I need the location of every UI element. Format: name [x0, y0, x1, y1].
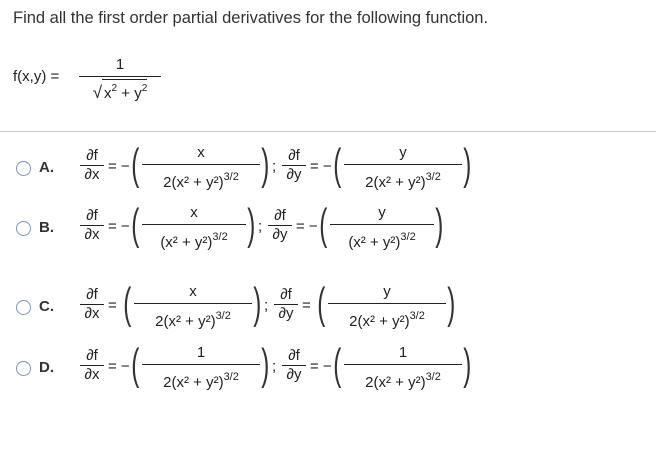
separator: ;	[272, 358, 277, 375]
function-lhs: f(x,y) =	[13, 68, 60, 85]
partial-fx-numerator: ∂f	[86, 347, 98, 364]
question-text: Find all the first order partial derivatives for the following function.	[13, 9, 489, 27]
partial-fy	[282, 348, 306, 383]
partial-fy-numerator: ∂f	[288, 347, 300, 364]
left-paren: (	[333, 140, 342, 189]
fraction-bar	[142, 224, 246, 225]
fraction-bar	[142, 364, 260, 365]
function-numerator: 1	[115, 56, 125, 73]
left-paren: (	[123, 279, 132, 328]
partial-fx-denominator: ∂x	[84, 305, 100, 322]
equals-sign: =	[108, 297, 117, 314]
left-paren: (	[319, 200, 328, 249]
equals-sign: = −	[296, 218, 318, 235]
left-paren: (	[131, 140, 140, 189]
function-denominator	[79, 79, 161, 103]
fx-fraction-numerator: x	[189, 283, 197, 300]
fraction-bar	[134, 303, 252, 304]
left-paren: (	[131, 340, 140, 389]
left-paren: (	[333, 340, 342, 389]
fx-fraction	[142, 204, 246, 253]
fx-fraction	[134, 283, 252, 332]
left-paren: (	[131, 200, 140, 249]
partial-fx-numerator: ∂f	[86, 286, 98, 303]
option-letter: A.	[39, 159, 54, 176]
equals-sign: = −	[310, 158, 332, 175]
right-paren: )	[447, 279, 456, 328]
partial-fy	[268, 208, 292, 243]
fy-fraction-exponent: 3/2	[400, 231, 416, 243]
fx-fraction	[142, 144, 260, 193]
option-a[interactable]	[0, 141, 656, 201]
partial-fy	[282, 148, 306, 183]
option-b[interactable]	[0, 201, 656, 261]
fraction-bar	[142, 164, 260, 165]
fraction-bar	[79, 76, 161, 77]
right-paren: )	[463, 140, 472, 189]
fy-fraction-numerator: 1	[398, 344, 408, 361]
partial-fx	[80, 148, 104, 183]
right-paren: )	[261, 140, 270, 189]
fx-fraction-numerator: x	[197, 144, 205, 161]
radio-button[interactable]	[16, 221, 31, 236]
fx-fraction-numerator: x	[190, 204, 198, 221]
right-paren: )	[253, 279, 262, 328]
fy-fraction-exponent: 3/2	[425, 171, 441, 183]
partial-fx	[80, 287, 104, 322]
separator: ;	[258, 218, 263, 235]
partial-fx	[80, 208, 104, 243]
partial-fy	[274, 287, 298, 322]
equals-sign: = −	[108, 218, 130, 235]
left-paren: (	[317, 279, 326, 328]
fy-fraction	[344, 144, 462, 193]
right-paren: )	[435, 200, 444, 249]
fy-fraction-denominator: $2(x^2 + y^2)^{3/2}$	[365, 171, 441, 191]
fx-fraction-denominator: $2(x^2 + y^2)^{3/2}$	[163, 171, 239, 191]
partial-fy-denominator: ∂y	[286, 166, 302, 183]
fx-fraction-denominator: $2(x^2 + y^2)^{3/2}$	[163, 371, 239, 391]
partial-fx-denominator: ∂x	[84, 166, 100, 183]
partial-fy-numerator: ∂f	[288, 147, 300, 164]
partial-fy-denominator: ∂y	[286, 366, 302, 383]
fx-fraction-exponent: 3/2	[215, 310, 231, 322]
equals-sign: = −	[310, 358, 332, 375]
fraction-bar	[344, 164, 462, 165]
fy-fraction-numerator: y	[378, 204, 386, 221]
fraction-bar	[344, 364, 462, 365]
fy-fraction-denominator: $2(x^2 + y^2)^{3/2}$	[349, 310, 425, 330]
right-paren: )	[247, 200, 256, 249]
partial-fx-denominator: ∂x	[84, 366, 100, 383]
radicand: $x^2 + y^2$	[102, 79, 147, 103]
fraction-bar	[328, 303, 446, 304]
option-letter: B.	[39, 219, 54, 236]
option-letter: D.	[39, 359, 54, 376]
equals-sign: = −	[108, 358, 130, 375]
sqrt-icon: √	[92, 83, 103, 102]
right-paren: )	[463, 340, 472, 389]
partial-fx-denominator: ∂x	[84, 226, 100, 243]
fy-fraction-exponent: 3/2	[425, 371, 441, 383]
equals-sign: = −	[108, 158, 130, 175]
fx-fraction-denominator: $2(x^2 + y^2)^{3/2}$	[155, 310, 231, 330]
fx-fraction-denominator: $(x^2 + y^2)^{3/2}$	[160, 231, 228, 251]
fy-fraction-denominator: $2(x^2 + y^2)^{3/2}$	[365, 371, 441, 391]
fy-fraction	[344, 344, 462, 393]
separator: ;	[272, 158, 277, 175]
partial-fy-numerator: ∂f	[280, 286, 292, 303]
radio-button[interactable]	[16, 161, 31, 176]
option-c[interactable]	[0, 280, 656, 340]
radio-button[interactable]	[16, 361, 31, 376]
divider	[0, 131, 656, 132]
fy-fraction-numerator: y	[399, 144, 407, 161]
partial-fx-numerator: ∂f	[86, 147, 98, 164]
fy-fraction	[330, 204, 434, 253]
partial-fy-denominator: ∂y	[278, 305, 294, 322]
fx-fraction-exponent: 3/2	[223, 171, 239, 183]
fy-fraction-numerator: y	[383, 283, 391, 300]
fx-fraction	[142, 344, 260, 393]
equals-sign: =	[302, 297, 311, 314]
fraction-bar	[330, 224, 434, 225]
radio-button[interactable]	[16, 300, 31, 315]
partial-fx-numerator: ∂f	[86, 207, 98, 224]
fx-fraction-exponent: 3/2	[223, 371, 239, 383]
function-fraction	[79, 56, 161, 103]
partial-fy-denominator: ∂y	[272, 226, 288, 243]
partial-fy-numerator: ∂f	[274, 207, 286, 224]
fx-fraction-exponent: 3/2	[212, 231, 228, 243]
partial-fx	[80, 348, 104, 383]
fy-fraction	[328, 283, 446, 332]
separator: ;	[264, 297, 269, 314]
fy-fraction-exponent: 3/2	[409, 310, 425, 322]
fy-fraction-denominator: $(x^2 + y^2)^{3/2}$	[348, 231, 416, 251]
right-paren: )	[261, 340, 270, 389]
option-letter: C.	[39, 298, 54, 315]
option-d[interactable]	[0, 341, 656, 401]
fx-fraction-numerator: 1	[196, 344, 206, 361]
